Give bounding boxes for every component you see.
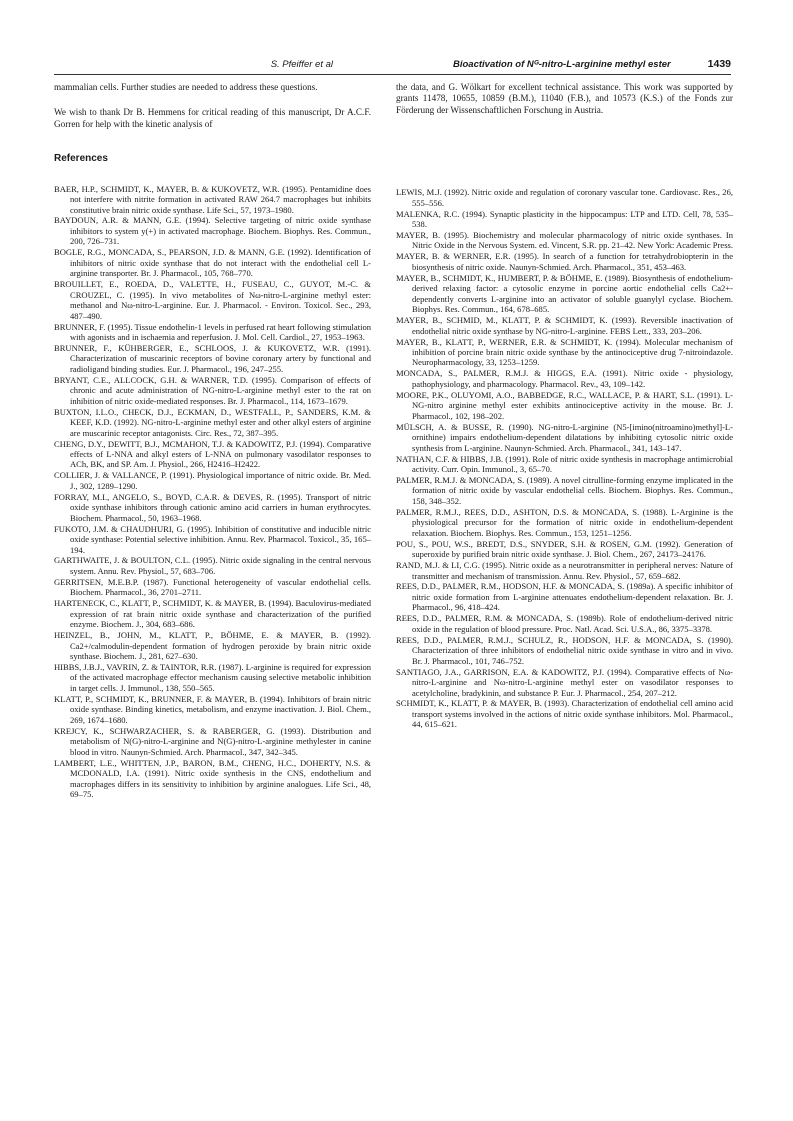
reference-entry: BAER, H.P., SCHMIDT, K., MAYER, B. & KUKOVETZ, W.R. (1995). Pentamidine does not interfere with nitrite formation in activated RAW 264.7 macrophages but inhibits constitutive brain nitric oxide synthase. Life Sci., 57, 1973–1980. [54, 183, 371, 215]
reference-entry: HEINZEL, B., JOHN, M., KLATT, P., BÖHME, E. & MAYER, B. (1992). Ca2+/calmodulin-dependent formation of hydrogen peroxide by brain nitric oxide synthase. Biochem. J., 281, 627–630. [54, 630, 371, 662]
reference-entry: LEWIS, M.J. (1992). Nitric oxide and regulation of coronary vascular tone. Cardiovasc. Res., 26, 555–556. [396, 187, 733, 208]
header-authors: S. Pfeiffer et al [270, 59, 333, 70]
reference-entry: PALMER, R.M.J., REES, D.D., ASHTON, D.S. & MONCADA, S. (1988). L-Arginine is the physiological precursor for the formation of nitric oxide in endothelium-dependent relaxation. Biochem. Biophys. Res. Commun., 153, 1251–1256. [396, 506, 733, 538]
reference-entry: KLATT, P., SCHMIDT, K., BRUNNER, F. & MAYER, B. (1994). Inhibitors of brain nitric oxide synthase. Binding kinetics, metabolism, and enzyme inactivation. J. Biol. Chem., 269, 1674–1680. [54, 693, 371, 725]
reference-entry: PALMER, R.M.J. & MONCADA, S. (1989). A novel citrulline-forming enzyme implicated in the formation of nitric oxide by vascular endothelial cells. Biochem. Biophys. Res. Commun., 158, 348–352. [396, 474, 733, 506]
reference-list-right [396, 187, 733, 730]
reference-entry: BRYANT, C.E., ALLCOCK, G.H. & WARNER, T.D. (1995). Comparison of effects of chronic and acute administration of NG-nitro-L-arginine methyl ester to the rat on inhibition of nitric oxide-mediated responses. Br. J. Pharmacol., 114, 1673–1679. [54, 374, 371, 406]
reference-entry: MAYER, B., SCHMID, M., KLATT, P. & SCHMIDT, K. (1993). Reversible inactivation of endothelial nitric oxide synthase by NG-nitro-L-arginine. FEBS Lett., 333, 203–206. [396, 315, 733, 336]
reference-entry: GERRITSEN, M.E.B.P. (1987). Functional heterogeneity of vascular endothelial cells. Biochem. Pharmacol., 36, 2701–2711. [54, 576, 371, 598]
paragraph-end: mammalian cells. Further studies are needed to address these questions. [54, 82, 318, 92]
reference-list-left [54, 184, 371, 800]
reference-entry: REES, D.D., PALMER, R.M.J., SCHULZ, R., HODSON, H.F. & MONCADA, S. (1990). Characterization of three inhibitors of endothelial nitric oxide synthase in vitro and in vivo. Br. J. Pharmacol., 101, 746–752. [396, 634, 733, 666]
reference-entry: COLLIER, J. & VALLANCE, P. (1991). Physiological importance of nitric oxide. Br. Med. J., 302, 1289–1290. [54, 470, 371, 491]
reference-entry: LAMBERT, L.E., WHITTEN, J.P., BARON, B.M., CHENG, H.C., DOHERTY, N.S. & MCDONALD, I.A. (1991). Nitric oxide synthesis in the CNS, endothelium and macrophages differs in its sensitivity to inhibition by arginine analogues. Life Sci., 48, 69–75. [54, 757, 371, 799]
reference-entry: POU, S., POU, W.S., BREDT, D.S., SNYDER, S.H. & ROSEN, G.M. (1992). Generation of superoxide by purified brain nitric oxide synthase. J. Biol. Chem., 267, 24173–24176. [396, 538, 733, 560]
reference-entry: BOGLE, R.G., MONCADA, S., PEARSON, J.D. & MANN, G.E. (1992). Identification of inhibitors of nitric oxide synthase that do not interact with the endothelial cell L-arginine transporter. Br. J. Pharmacol., 105, 768–770. [54, 247, 371, 279]
reference-entry: BAYDOUN, A.R. & MANN, G.E. (1994). Selective targeting of nitric oxide synthase inhibitors to system y(+) in activated macrophage. Biochem. Biophys. Res. Commun., 200, 726–731. [54, 215, 371, 247]
reference-entry: BROUILLET, E., ROEDA, D., VALETTE, H., FUSEAU, C., GUYOT, M.-C. & CROUZEL, C. (1995). In vivo metabolites of Nω-nitro-L-arginine methyl ester: methanol and Nω-nitro-L-arginine. Eur. J. Pharmacol. - Environ. Toxicol. Sec., 293, 487–490. [54, 279, 371, 321]
reference-entry: FUKOTO, J.M. & CHAUDHURI, G. (1995). Inhibition of constitutive and inducible nitric oxide synthase: Potential selective inhibition. Annu. Rev. Pharmacol. Toxicol., 35, 165–194. [54, 523, 371, 555]
reference-entry: SCHMIDT, K., KLATT, P. & MAYER, B. (1993). Characterization of endothelial cell amino acid transport systems involved in the actions of nitric oxide synthase inhibitors. Mol. Pharmacol., 44, 615–621. [396, 698, 733, 730]
reference-entry: FORRAY, M.I., ANGELO, S., BOYD, C.A.R. & DEVES, R. (1995). Transport of nitric oxide synthase inhibitors through cationic amino acid carriers in human erythrocytes. Biochem. Pharmacol., 50, 1963–1968. [54, 491, 371, 523]
header-title: Bioactivation of Nᴳ-nitro-L-arginine methyl ester [453, 59, 671, 70]
page-number: 1439 [707, 58, 731, 70]
reference-entry: SANTIAGO, J.A., GARRISON, E.A. & KADOWITZ, P.J. (1994). Comparative effects of Nω-nitro-L-arginine and Nω-nitro-L-arginine methyl ester on vasodilator responses to acetylcholine, bradykinin, and substance P. Eur. J. Pharmacol., 254, 207–212. [396, 666, 733, 698]
running-header [54, 55, 731, 75]
body-text-right [396, 82, 733, 116]
reference-entry: MAYER, B. & WERNER, E.R. (1995). In search of a function for tetrahydrobiopterin in the biosynthesis of nitric oxide. Naunyn-Schmied. Arch. Pharmacol., 351, 453–463. [396, 251, 733, 272]
reference-entry: NATHAN, C.F. & HIBBS, J.B. (1991). Role of nitric oxide synthesis in macrophage antimicrobial activity. Curr. Opin. Immunol., 3, 65–70. [396, 453, 733, 474]
reference-entry: CHENG, D.Y., DEWITT, B.J., MCMAHON, T.J. & KADOWITZ, P.J. (1994). Comparative effects of L-NNA and alkyl esters of L-NNA on pulmonary vasodilator responses to ACh, BK, and SP. Am. J. Physiol., 266, H2416–H2422. [54, 438, 371, 470]
reference-entry: MAYER, B., SCHMIDT, K., HUMBERT, P. & BÖHME, E. (1989). Biosynthesis of endothelium-derived relaxing factor: a cytosolic enzyme in porcine aortic endothelial cells Ca2+-dependently converts L-arginine into an activator of soluble guanylyl cyclase. Biochem. Biophys. Res. Commun., 164, 678–685. [396, 272, 733, 315]
references-heading: References [54, 153, 108, 165]
reference-entry: BRUNNER, F., KÜHBERGER, E., SCHLOOS, J. & KUKOVETZ, W.R. (1991). Characterization of muscarinic receptors of bovine coronary artery by functional and radioligand binding studies. Eur. J. Pharmacol., 196, 247–255. [54, 342, 371, 374]
reference-entry: MONCADA, S., PALMER, R.M.J. & HIGGS, E.A. (1991). Nitric oxide - physiology, pathophysiology, and pharmacology. Pharmacol. Rev., 43, 109–142. [396, 368, 733, 389]
reference-entry: MÜLSCH, A. & BUSSE, R. (1990). NG-nitro-L-arginine (N5-[imino(nitroamino)methyl]-L-ornithine) impairs endothelium-dependent dilatations by inhibiting cytosolic nitric oxide synthesis from L-arginine. Naunyn-Schmied. Arch. Pharmacol., 341, 143–147. [396, 421, 733, 453]
reference-entry: HARTENECK, C., KLATT, P., SCHMIDT, K. & MAYER, B. (1994). Baculovirus-mediated expression of rat brain nitric oxide synthase and characterization of the purified enzyme. Biochem. J., 304, 683–686. [54, 598, 371, 630]
reference-entry: MAYER, B., KLATT, P., WERNER, E.R. & SCHMIDT, K. (1994). Molecular mechanism of inhibition of porcine brain nitric oxide synthase by the antinociceptive drug 7-nitroindazole. Neuropharmacology, 33, 1253–1259. [396, 336, 733, 368]
body-text-left [54, 82, 371, 130]
header-rule [54, 74, 731, 75]
acknowledgements-right: the data, and G. Wölkart for excellent technical assistance. This work was supported by grants 11478, 10655, 10859 (B.M.), 11040 (F.B.), and 10573 (K.S.) of the Fonds zur Förderung der Wissenschaftlichen Forschung in Austria. [396, 82, 733, 115]
reference-entry: MOORE, P.K., OLUYOMI, A.O., BABBEDGE, R.C., WALLACE, P. & HART, S.L. (1991). L-NG-nitro arginine methyl ester exhibits antinociceptive activity in the mouse. Br. J. Pharmacol., 102, 198–202. [396, 389, 733, 421]
left-column [54, 82, 371, 800]
reference-entry: BUXTON, I.L.O., CHECK, D.J., ECKMAN, D., WESTFALL, P., SANDERS, K.M. & KEEF, K.D. (1992). NG-nitro-L-arginine methyl ester and other alkyl esters of arginine are muscarinic receptor antagonists. Circ. Res., 72, 387–395. [54, 406, 371, 438]
reference-entry: KREJCY, K., SCHWARZACHER, S. & RABERGER, G. (1993). Distribution and metabolism of N(G)-nitro-L-arginine and N(G)-nitro-L-arginine methylester in canine blood in vitro. Naunyn-Schmied. Arch. Pharmacol., 347, 342–345. [54, 725, 371, 757]
reference-entry: HIBBS, J.B.J., VAVRIN, Z. & TAINTOR, R.R. (1987). L-arginine is required for expression of the activated macrophage effector mechanism causing selective metabolic inhibition in target cells. J. Immunol., 138, 550–565. [54, 662, 371, 693]
reference-entry: RAND, M.J. & LI, C.G. (1995). Nitric oxide as a neurotransmitter in peripheral nerves: Nature of transmitter and mechanism of transmission. Annu. Rev. Physiol., 57, 659–682. [396, 560, 733, 581]
reference-entry: BRUNNER, F. (1995). Tissue endothelin-1 levels in perfused rat heart following stimulation with agonists and in ischaemia and reperfusion. J. Mol. Cell. Cardiol., 27, 1953–1963. [54, 321, 371, 342]
acknowledgements-left: We wish to thank Dr B. Hemmens for critical reading of this manuscript, Dr A.C.F. Gorren for help with the kinetic analysis of [54, 107, 371, 129]
right-column [396, 82, 733, 730]
reference-entry: MAYER, B. (1995). Biochemistry and molecular pharmacology of nitric oxide synthases. In Nitric Oxide in the Nervous System. ed. Vincent, S.R. pp. 21–42. New York: Academic Press. [396, 230, 733, 251]
reference-entry: GARTHWAITE, J. & BOULTON, C.L. (1995). Nitric oxide signaling in the central nervous system. Annu. Rev. Physiol., 57, 683–706. [54, 555, 371, 576]
reference-entry: REES, D.D., PALMER, R.M. & MONCADA, S. (1989b). Role of endothelium-derived nitric oxide in the regulation of blood pressure. Proc. Natl. Acad. Sci. U.S.A., 86, 3375–3378. [396, 613, 733, 634]
reference-entry: REES, D.D., PALMER, R.M., HODSON, H.F. & MONCADA, S. (1989a). A specific inhibitor of nitric oxide formation from L-arginine attenuates endothelium-dependent relaxation. Br. J. Pharmacol., 96, 418–424. [396, 581, 733, 613]
reference-entry: MALENKA, R.C. (1994). Synaptic plasticity in the hippocampus: LTP and LTD. Cell, 78, 535–538. [396, 208, 733, 230]
